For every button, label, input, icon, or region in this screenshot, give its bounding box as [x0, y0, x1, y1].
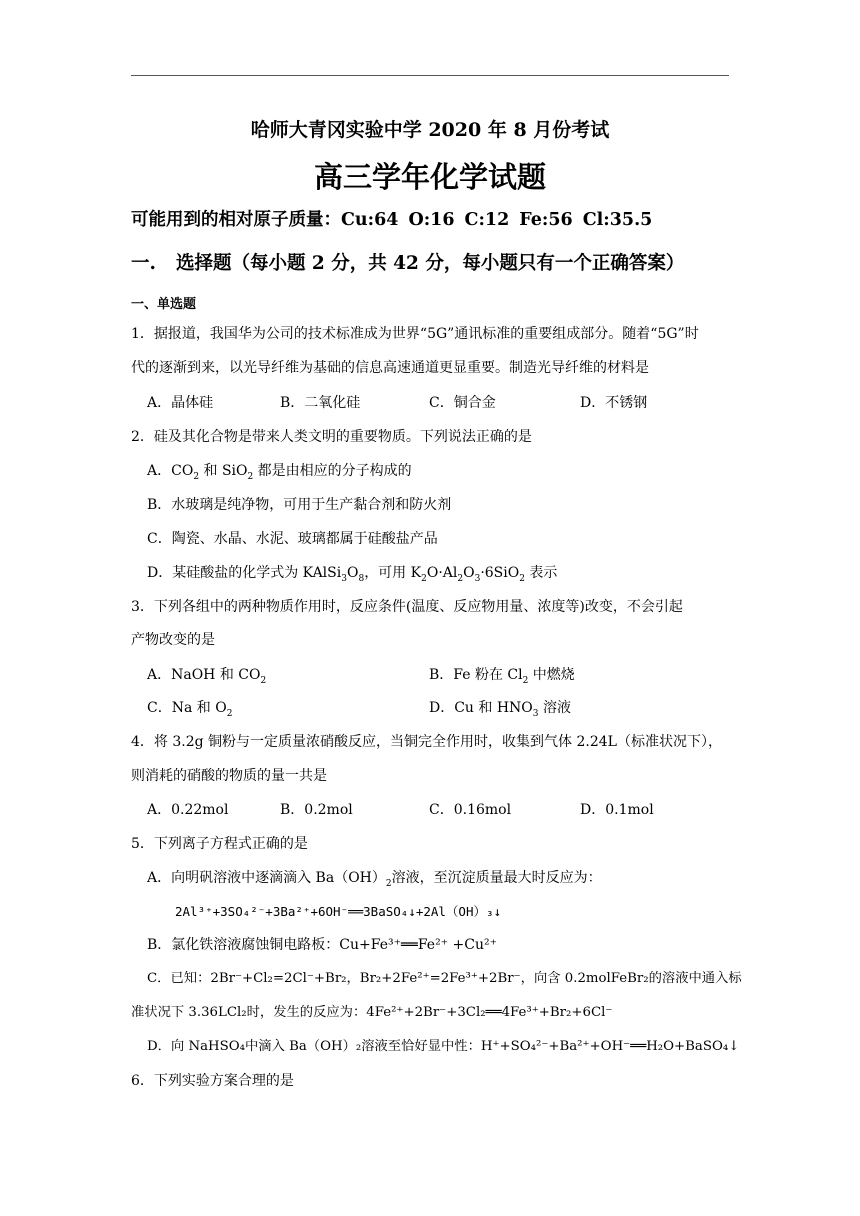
exam-subject-title: 高三学年化学试题: [313, 160, 546, 194]
section-heading: [131, 249, 684, 275]
q5-stem: 5．下列离子方程式正确的是: [131, 836, 308, 852]
q1-option-b: B．二氧化硅: [280, 395, 361, 411]
q4-stem-line2: 则消耗的硝酸的物质的量一共是: [131, 768, 327, 784]
q4-option-d: D．0.1mol: [580, 802, 654, 818]
mass-c: C:12: [464, 210, 510, 230]
subsection-heading: 一、单选题: [131, 297, 197, 312]
q1-stem-line1: 1．据报道，我国华为公司的技术标准成为世界“5G”通讯标准的重要组成部分。随着“5G”时: [131, 326, 699, 342]
q5-option-b: B．氯化铁溶液腐蚀铜电路板：Cu+Fe³⁺══Fe²⁺ +Cu²⁺: [147, 937, 497, 953]
mass-cl: Cl:35.5: [582, 210, 653, 230]
q4-option-c: C．0.16mol: [429, 802, 512, 818]
q2-stem: 2．硅及其化合物是带来人类文明的重要物质。下列说法正确的是: [131, 429, 532, 445]
q4-option-b: B．0.2mol: [280, 802, 353, 818]
q3-option-b: B．Fe 粉在 $Cl_2$ 中燃烧: [429, 667, 575, 686]
q3-option-c: C．Na 和 $O_2$: [147, 700, 233, 719]
q3-option-a: A．NaOH 和 $CO_2$: [147, 667, 267, 686]
q2-option-a: A．$CO_2$ 和 SiO$_2$ 都是由相应的分子构成的: [147, 463, 412, 482]
q5-option-a-equation: 2Al³⁺+3SO₄²⁻+3Ba²⁺+6OH⁻══3BaSO₄↓+2Al（OH）₃↓: [175, 904, 502, 919]
q5-option-c-line2: 准状况下 3.36LCl₂时，发生的反应为：4Fe²⁺+2Br⁻+3Cl₂══4Fe³⁺+Br₂+6Cl⁻: [131, 1005, 613, 1020]
q1-option-a: A．晶体硅: [147, 395, 214, 411]
q3-stem-line1: 3．下列各组中的两种物质作用时，反应条件(温度、反应物用量、浓度等)改变，不会引起: [131, 599, 683, 615]
mass-o: O:16: [408, 210, 455, 230]
q5-option-c-line1: C．已知：2Br⁻+Cl₂=2Cl⁻+Br₂，Br₂+2Fe²⁺=2Fe³⁺+2Br⁻，向含 0.2molFeBr₂的溶液中通入标: [147, 971, 742, 986]
q5-option-d: D．向 NaHSO₄中滴入 Ba（OH）₂溶液至恰好显中性：H⁺+SO₄²⁻+Ba²⁺+OH⁻══H₂O+BaSO₄↓: [147, 1039, 740, 1054]
q3-option-d: D．Cu 和 $HNO_3$ 溶液: [429, 700, 571, 719]
atomic-masses: [131, 206, 662, 231]
exam-title: 哈师大青冈实验中学 2020 年 8 月份考试: [250, 119, 610, 141]
q4-option-a: A．0.22mol: [147, 802, 229, 818]
header-rule: [131, 75, 729, 76]
mass-fe: Fe:56: [519, 210, 573, 230]
q2-option-b: B．水玻璃是纯净物，可用于生产黏合剂和防火剂: [147, 497, 452, 513]
mass-cu: Cu:64: [341, 210, 399, 230]
q6-stem: 6．下列实验方案合理的是: [131, 1073, 294, 1089]
atomic-masses-label: 可能用到的相对原子质量：: [131, 210, 341, 230]
q2-option-d: D．某硅酸盐的化学式为 $KAlSi_3O_8$，可用 $K_2O\cdot Al_2O_3\cdot 6SiO_2$ 表示: [147, 565, 558, 584]
section-number: 一.: [131, 253, 156, 274]
q1-option-c: C．铜合金: [429, 395, 496, 411]
q3-stem-line2: 产物改变的是: [131, 632, 215, 648]
section-title: 选择题（每小题 2 分，共 42 分，每小题只有一个正确答案）: [175, 253, 685, 274]
q1-stem-line2: 代的逐渐到来，以光导纤维为基础的信息高速通道更显重要。制造光导纤维的材料是: [131, 360, 649, 376]
q4-stem-line1: 4．将 3.2g 铜粉与一定质量浓硝酸反应，当铜完全作用时，收集到气体 2.24L（标准状况下），: [131, 734, 722, 750]
q1-option-d: D．不锈钢: [580, 395, 648, 411]
q2-option-c: C．陶瓷、水晶、水泥、玻璃都属于硅酸盐产品: [147, 531, 438, 547]
q5-option-a: A．向明矾溶液中逐滴滴入 $Ba(OH)_2$溶液，至沉淀质量最大时反应为：: [147, 870, 602, 889]
